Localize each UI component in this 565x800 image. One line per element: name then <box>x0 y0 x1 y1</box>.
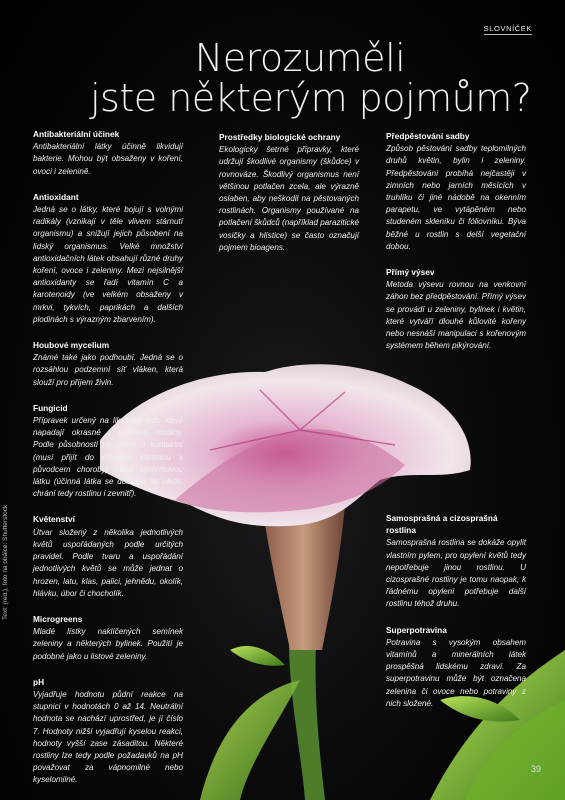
glossary-entry <box>33 339 183 389</box>
glossary-column-2 <box>219 131 359 267</box>
glossary-entry <box>219 131 359 254</box>
glossary-term: Fungicid <box>33 402 68 413</box>
glossary-term: Květenství <box>33 514 75 525</box>
glossary-entry <box>33 402 183 501</box>
glossary-term: Samosprašná a cizosprašná rostlina <box>386 513 498 536</box>
glossary-term: Předpěstování sadby <box>386 131 470 141</box>
glossary-entry <box>386 624 526 710</box>
glossary-definition: Ekologicky šetrné přípravky, které udržují škodlivé organismy (škůdce) v rovnováze. Škodlivý organismus není většinou potlačen zcela, ale výrazně oslaben, aby neškodil na pěstovaných rostlinách. Organismy používané na potlačení škůdců (například parazitické vosičky a hlístice) se často označují pojmem bioagens. <box>219 145 359 252</box>
glossary-definition: Potravina s vysokým obsahem vitamínů a minerálních látek prospěšná lidskému zdraví. Za superpotravinu může být označena zelenina či ovoce nebo potraviny z nich složené. <box>386 637 526 708</box>
glossary-entry <box>33 676 183 787</box>
glossary-definition: Samosprašná rostlina se dokáže opylit vlastním pylem, pro opylení květů tedy nepotřebuje jinou rostlinu. U cizosprašné rostliny je tomu naopak, k řádnému opylení potřebuje další rostlinu téhož druhu. <box>386 538 526 609</box>
glossary-term: Superpotravina <box>386 624 447 635</box>
glossary-definition: Útvar složený z několika jednotlivých květů uspořádaných podle určitých pravidel. Podle tvaru a uspořádání jednotlivých květů se může jednat o hrozen, latu, klas, palici, jehnědu, okolík, hlávku, úbor či chocholík. <box>33 527 183 598</box>
glossary-entry <box>386 130 526 253</box>
glossary-definition: Přípravek určený na likvidaci hub, které napadají okrasné i užitkové rostliny. Podle působnosti se jedná o kontaktní (musí přijít do přímého kontaktu s původcem choroby) nebo systémovou látku (účinná látka se dostane do pletiv, chrání tedy rostlinu i zevnitř). <box>33 416 183 499</box>
glossary-term: Prostředky biologické ochrany <box>219 132 341 142</box>
glossary-definition: Známé také jako podhoubí. Jedná se o rozsáhlou podzemní síť vláken, která slouží pro příjem živin. <box>33 353 183 387</box>
glossary-entry <box>33 191 183 326</box>
glossary-term: Přímý výsev <box>386 267 435 278</box>
glossary-definition: Jedná se o látky, které bojují s volnými radikály (vznikají v těle vlivem stárnutí organismu) a snižují jejich působení na lidský organismus. Velké množství antioxidačních látek obsahují různé druhy koření, ovoce i zeleniny. Mezi nejsilnější antioxidanty se řadí vitamín C a karotenoidy (ve velkém obsaženy v mrkvi, tykvích, paprikách a dalších plodinách s výrazným zbarvením). <box>33 205 183 324</box>
glossary-entry <box>33 513 183 599</box>
page-number: 39 <box>530 764 541 774</box>
section-label: SLOVNÍČEK <box>483 24 532 33</box>
glossary-definition: Metoda výsevu rovnou na venkovní záhon bez předpěstování. Přímý výsev se provádí u zeleniny, bylinek i květin, které vytváří dlouhé kůlovité kořeny nebo nesnáší manipulaci s kořenovým systémem během pikýrování. <box>386 280 526 351</box>
glossary-term: Microgreens <box>33 613 83 624</box>
title-line-1: Nerozuměli <box>194 36 406 80</box>
glossary-definition: Mladé lístky naklíčených semínek zeleniny a některých bylinek. Použití je podobné jako u listové zeleniny. <box>33 627 183 661</box>
glossary-definition: Způsob pěstování sadby teplomilných druhů květin, bylin i zeleniny. Předpěstování probíhá nejčastěji v zimních nebo jarních měsících v truhlíku či jiné nádobě na okenním parapetu, ve vytápěném nebo studeném skleníku či fóliovníku. Býva běžné u rostlin s delší vegetační dobou. <box>386 144 526 251</box>
glossary-entry <box>386 266 526 352</box>
glossary-entry <box>33 128 183 178</box>
page-title <box>90 36 532 120</box>
glossary-definition: Antibakteriální látky účinně likvidují bakterie. Mohou být obsaženy v koření, ovoci i zelenině. <box>33 142 183 176</box>
photo-credit: Text: (red.), foto na obálce: Shutterstock <box>2 504 9 620</box>
glossary-term: Antibakteriální účinek <box>33 129 120 139</box>
glossary-entry <box>386 512 526 611</box>
glossary-term: Houbové mycelium <box>33 340 110 351</box>
glossary-entry <box>33 613 183 663</box>
glossary-definition: Vyjadřuje hodnotu půdní reakce na stupnici v hodnotách 0 až 14. Neutrální hodnota se nachází uprostřed, je jí číslo 7. Hodnoty nižší vyjadřují kyselou reakci, hodnoty vyšší zase zásaditou. Některé rostliny lze tedy podle požadavků na pH považovat za vápnomilné nebo kyselomilné. <box>33 689 183 785</box>
glossary-column-3 <box>386 130 526 365</box>
glossary-column-1 <box>33 128 183 800</box>
glossary-term: pH <box>33 676 45 687</box>
glossary-column-3-lower <box>386 512 526 723</box>
glossary-term: Antioxidant <box>33 191 79 202</box>
title-line-2: jste některým pojmům? <box>90 76 532 120</box>
